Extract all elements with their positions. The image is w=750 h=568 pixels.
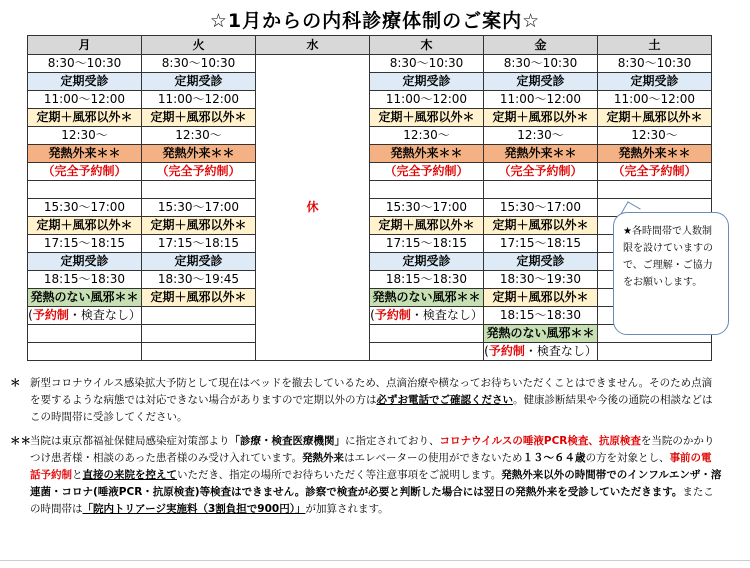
time-cell: 8:30～10:30 — [484, 55, 598, 73]
full-reservation-cell: （完全予約制） — [370, 163, 484, 181]
gap-cell — [598, 181, 712, 199]
time-cell: 8:30～10:30 — [598, 55, 712, 73]
time-cell: 18:30～19:30 — [484, 271, 598, 289]
note-2-mark: ＊＊ — [10, 435, 31, 447]
regular-visit-cell: 定期受診 — [142, 73, 256, 91]
page-title: ☆1月からの内科診療体制のご案内☆ — [209, 10, 541, 32]
bottom-divider — [0, 560, 750, 561]
time-cell: 17:15～18:15 — [28, 235, 142, 253]
time-cell: 11:00～12:00 — [28, 91, 142, 109]
regular-visit-cell: 定期受診 — [142, 253, 256, 271]
gap-cell — [370, 181, 484, 199]
regular-visit-cell: 定期受診 — [370, 253, 484, 271]
day-wed: 水 — [256, 36, 370, 55]
time-cell: 12:30～ — [142, 127, 256, 145]
gap-cell — [142, 181, 256, 199]
day-sat: 土 — [598, 36, 712, 55]
time-cell: 17:15～18:15 — [484, 235, 598, 253]
no-fever-cold-cell: 発熱のない風邪＊＊ — [484, 325, 598, 343]
time-cell: 12:30～ — [598, 127, 712, 145]
time-cell: 12:30～ — [370, 127, 484, 145]
fever-clinic-cell: 発熱外来＊＊ — [28, 145, 142, 163]
regular-visit-cell: 定期受診 — [598, 73, 712, 91]
regular-nonflu-cell: 定期＋風邪以外＊ — [370, 217, 484, 235]
time-cell: 8:30～10:30 — [28, 55, 142, 73]
time-cell: 11:00～12:00 — [370, 91, 484, 109]
time-cell: 11:00～12:00 — [598, 91, 712, 109]
regular-visit-cell: 定期受診 — [484, 253, 598, 271]
reservation-note-cell: (予約制・検査なし） — [484, 343, 598, 361]
time-cell: 15:30～17:00 — [142, 199, 256, 217]
day-fri: 金 — [484, 36, 598, 55]
full-reservation-cell: （完全予約制） — [142, 163, 256, 181]
fever-clinic-cell: 発熱外来＊＊ — [370, 145, 484, 163]
time-cell: 8:30～10:30 — [142, 55, 256, 73]
fever-clinic-cell: 発熱外来＊＊ — [484, 145, 598, 163]
time-cell: 15:30～17:00 — [370, 199, 484, 217]
time-cell: 17:15～18:15 — [142, 235, 256, 253]
full-reservation-cell: （完全予約制） — [598, 163, 712, 181]
fever-clinic-cell: 発熱外来＊＊ — [142, 145, 256, 163]
note-1-mark: ＊ — [10, 377, 21, 389]
regular-nonflu-cell: 定期＋風邪以外＊ — [142, 217, 256, 235]
time-cell: 15:30～17:00 — [484, 199, 598, 217]
time-cell: 12:30～ — [28, 127, 142, 145]
time-cell: 18:15～18:30 — [28, 271, 142, 289]
time-cell: 11:00～12:00 — [484, 91, 598, 109]
regular-nonflu-cell: 定期＋風邪以外＊ — [598, 109, 712, 127]
no-fever-cold-cell: 発熱のない風邪＊＊ — [370, 289, 484, 307]
time-cell: 15:30～17:00 — [28, 199, 142, 217]
schedule-table — [27, 35, 712, 361]
regular-nonflu-cell: 定期＋風邪以外＊ — [142, 109, 256, 127]
time-cell: 18:15～18:30 — [484, 307, 598, 325]
regular-visit-cell: 定期受診 — [28, 253, 142, 271]
regular-nonflu-cell: 定期＋風邪以外＊ — [484, 109, 598, 127]
note-2: ＊＊ 当院は東京都福祉保健局感染症対策部より「診療・検査医療機関」に指定されており、コロナウイルスの唾液PCR検査、抗原検査を当院のかかりつけ患者様・相談のあった患者様のみ受け入れています。発熱外来はエレベーターの使用ができないため１３～６４歳の方を対象とし、事前の電話予約制と直接の来院を控えていただき、指定の場所でお待ちいただく等注意事項をご説明します。発熱外来以外の時間帯でのインフルエンザ・溶連菌・コロナ(唾液PCR・抗原検査)等検査はできません。診察で検査が必要と判断した場合には翌日の発熱外来を受診していただきます。またこの時間帯は「院内トリアージ実施料（3割負担で900円）」が加算されます。 — [10, 435, 722, 515]
regular-nonflu-cell: 定期＋風邪以外＊ — [28, 109, 142, 127]
full-reservation-cell: （完全予約制） — [28, 163, 142, 181]
day-mon: 月 — [28, 36, 142, 55]
regular-nonflu-cell: 定期＋風邪以外＊ — [484, 217, 598, 235]
reservation-note-cell: (予約制・検査なし） — [28, 307, 142, 325]
time-cell: 11:00～12:00 — [142, 91, 256, 109]
time-cell: 12:30～ — [484, 127, 598, 145]
regular-nonflu-cell: 定期＋風邪以外＊ — [142, 289, 256, 307]
gap-cell — [28, 181, 142, 199]
time-cell: 17:15～18:15 — [370, 235, 484, 253]
regular-nonflu-cell: 定期＋風邪以外＊ — [370, 109, 484, 127]
wednesday-closed: 休 — [256, 55, 370, 361]
time-cell: 18:30～19:45 — [142, 271, 256, 289]
header-row — [28, 36, 712, 55]
regular-visit-cell: 定期受診 — [370, 73, 484, 91]
time-cell: 18:15～18:30 — [370, 271, 484, 289]
time-cell: 8:30～10:30 — [370, 55, 484, 73]
regular-visit-cell: 定期受診 — [28, 73, 142, 91]
regular-nonflu-cell: 定期＋風邪以外＊ — [28, 217, 142, 235]
day-thu: 木 — [370, 36, 484, 55]
regular-visit-cell: 定期受診 — [484, 73, 598, 91]
reservation-note-cell: (予約制・検査なし） — [370, 307, 484, 325]
regular-nonflu-cell: 定期＋風邪以外＊ — [484, 289, 598, 307]
day-tue: 火 — [142, 36, 256, 55]
full-reservation-cell: （完全予約制） — [484, 163, 598, 181]
notice-bubble: ★各時間帯で人数制限を設けていますので、ご理解・ご協力をお願いします。 — [613, 212, 729, 335]
fever-clinic-cell: 発熱外来＊＊ — [598, 145, 712, 163]
gap-cell — [484, 181, 598, 199]
no-fever-cold-cell: 発熱のない風邪＊＊ — [28, 289, 142, 307]
note-1: ＊ 新型コロナウイルス感染拡大予防として現在はベッドを撤去しているため、点滴治療や横なってお待ちいただくことはできません。そのため点滴を要するような病態では対応できない場合がありますので定期以外の方は必ずお電話でご確認ください。健康診断結果や今後の通院の相談などはこの時間帯に受診してください。 — [10, 377, 713, 423]
